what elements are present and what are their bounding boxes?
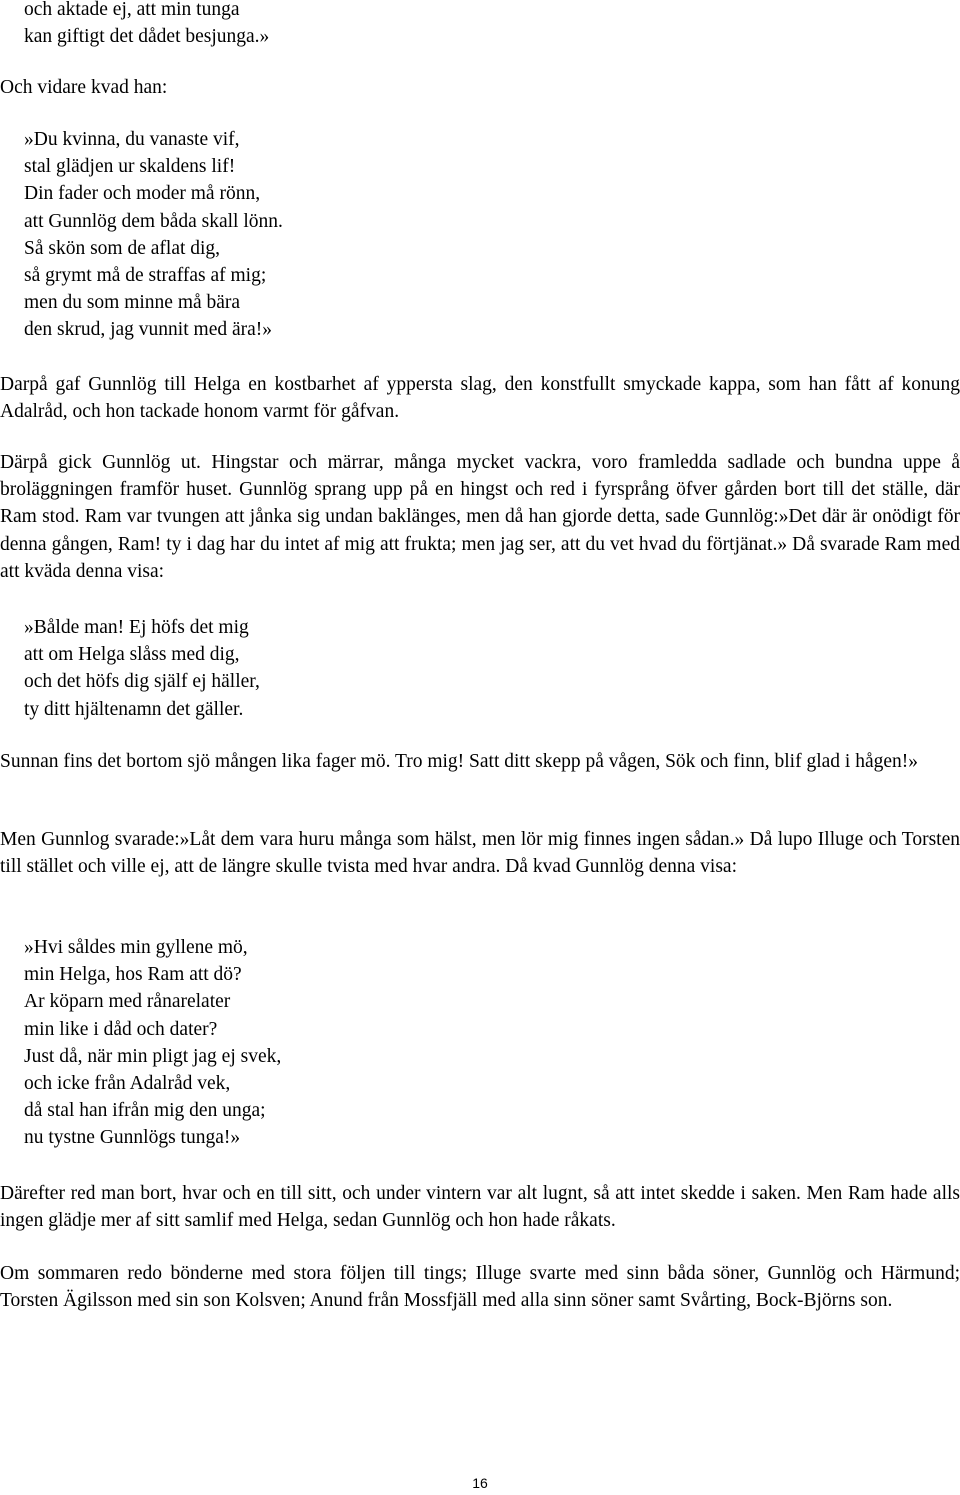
verse-stanza-2	[24, 126, 624, 344]
verse-line: men du som minne må bära	[24, 292, 241, 314]
verse-line: stal glädjen ur skaldens lif!	[24, 156, 236, 178]
verse-line: »Bålde man! Ej höfs det mig	[24, 617, 249, 638]
paragraph-4: Men Gunnlog svarade:»Låt dem vara huru många som hälst, men lör mig finnes ingen sådan.» Då lupo Illuge och Torsten till stället och ville ej, att de längre skulle tvista med hvar andra. Då kvad Gunnlög denna visa:	[0, 829, 960, 878]
verse-stanza-4	[24, 934, 624, 1152]
verse-line: att Gunnlög dem båda skall lönn.	[24, 210, 283, 232]
paragraph-1: Darpå gaf Gunnlög till Helga en kostbarhet af yppersta slag, den konstfullt smyckade kappa, som han fått af konung Adalråd, och hon tackade honom varmt för gåfvan.	[0, 374, 960, 423]
verse-line: »Du kvinna, du vanaste vif,	[24, 129, 240, 150]
verse-line: min like i dåd och dater?	[24, 1018, 218, 1040]
verse-line: då stal han ifrån mig den unga;	[24, 1100, 266, 1122]
verse-line: att om Helga slåss med dig,	[24, 644, 240, 666]
paragraph-5: Därefter red man bort, hvar och en till sitt, och under vintern var alt lugnt, så att intet skedde i saken. Men Ram hade alls ingen glädje mer af sitt samlif med Helga, sedan Gunnlög och hon hade råkats.	[0, 1183, 960, 1232]
verse-line: den skrud, jag vunnit med ära!»	[24, 319, 273, 341]
verse-line: kan giftigt det dådet besjunga.»	[24, 26, 270, 48]
verse-line: och icke från Adalråd vek,	[24, 1073, 231, 1095]
verse-line: Ar köparn med rånarelater	[24, 991, 231, 1013]
verse-line: nu tystne Gunnlögs tunga!»	[24, 1127, 241, 1149]
verse-line: och aktade ej, att min tunga	[24, 0, 240, 20]
verse-line: så grymt må de straffas af mig;	[24, 265, 267, 287]
verse-line: ty ditt hjältenamn det gäller.	[24, 698, 244, 720]
paragraph-6: Om sommaren redo bönderne med stora följen till tings; Illuge svarte med sinn båda söner, Gunnlög och Härmund; Torsten Ägilsson med sin son Kolsven; Anund från Mossfjäll med alla sinn söner samt Svårting, Bock-Björns son.	[0, 1263, 960, 1312]
verse-line: och det höfs dig själf ej häller,	[24, 671, 260, 693]
verse-line: min Helga, hos Ram att dö?	[24, 964, 242, 986]
paragraph-3: Sunnan fins det bortom sjö mången lika fager mö. Tro mig! Satt ditt skepp på vågen, Sök och finn, blif glad i hågen!»	[0, 751, 918, 772]
verse-line: Din fader och moder må rönn,	[24, 183, 261, 205]
paragraph-2: Därpå gick Gunnlög ut. Hingstar och märrar, många mycket vackra, voro framledda sadlade och bundna uppe å broläggningen framför huset. Gunnlög sprang upp på en hingst och red i fyrsprång öfver gården bort till det ställe, där Ram stod. Ram var tvungen att jånka sig undan baklänges, men då han gjorde detta, sade Gunnlög:»Det där är onödigt för denna gången, Ram! ty i dag har du intet af mig att frukta; men jag ser, att du vet hvad du förtjänat.» Då svarade Ram med att kväda denna visa:	[0, 452, 960, 582]
verse-line: »Hvi såldes min gyllene mö,	[24, 937, 248, 958]
verse-line: Just då, när min pligt jag ej svek,	[24, 1045, 282, 1067]
intro-line: Och vidare kvad han:	[0, 77, 168, 98]
verse-stanza-1	[24, 0, 624, 50]
page-number: 16	[472, 1475, 488, 1491]
verse-stanza-3	[24, 614, 624, 723]
verse-line: Så skön som de aflat dig,	[24, 237, 221, 259]
